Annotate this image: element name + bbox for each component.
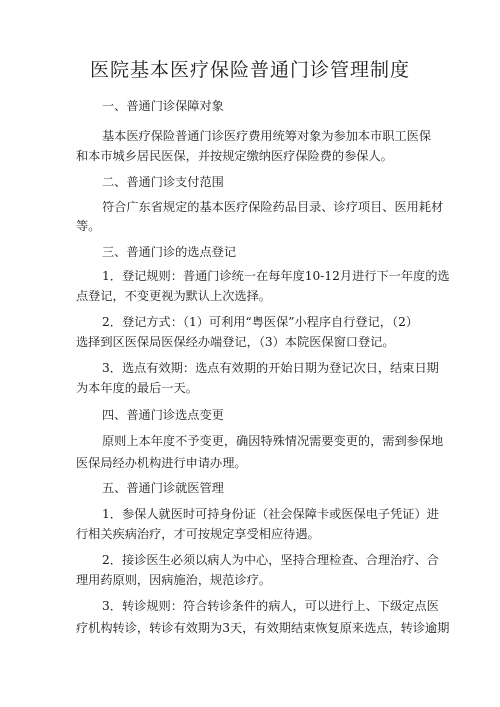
paragraph-line: 2．登记方式：（1）可利用“粤医保”小程序自行登记，（2）	[102, 315, 419, 329]
document-title: 医院基本医疗保险普通门诊管理制度	[89, 59, 410, 81]
paragraph-line: 点登记，不变更视为默认上次选择。	[76, 289, 271, 303]
section-heading-5: 五、普通门诊就医管理	[102, 481, 224, 495]
section-heading-4: 四、普通门诊选点变更	[102, 408, 224, 422]
paragraph-line: 1．登记规则：普通门诊统一在每年度10-12月进行下一年度的选	[102, 269, 450, 283]
paragraph-line: 2．接诊医生必须以病人为中心，坚持合理检查、合理治疗、合	[102, 553, 439, 567]
section-heading-2: 二、普通门诊支付范围	[102, 175, 224, 189]
paragraph-line: 为本年度的最后一天。	[76, 381, 198, 395]
paragraph-line: 选择到区医保局医保经办端登记，（3）本院医保窗口登记。	[76, 335, 395, 349]
paragraph-line: 3．选点有效期：选点有效期的开始日期为登记次日，结束日期	[102, 361, 439, 375]
section-heading-1: 一、普通门诊保障对象	[102, 99, 224, 113]
paragraph-line: 疗机构转诊，转诊有效期为3天，有效期结束恢复原来选点，转诊逾期	[76, 621, 450, 635]
paragraph-line: 和本市城乡居民医保，并按规定缴纳医疗保险费的参保人。	[76, 149, 393, 163]
paragraph-line: 符合广东省规定的基本医疗保险药品目录、诊疗项目、医用耗材	[102, 200, 444, 214]
paragraph-line: 理用药原则，因病施治，规范诊疗。	[76, 573, 271, 587]
paragraph-line: 医保局经办机构进行申请办理。	[76, 456, 247, 470]
paragraph-line: 等。	[76, 219, 101, 233]
section-heading-3: 三、普通门诊的选点登记	[102, 245, 237, 259]
paragraph-line: 原则上本年度不予变更，确因特殊情况需要变更的，需到参保地	[102, 434, 444, 448]
paragraph-line: 行相关疾病治疗，才可按规定享受相应待遇。	[76, 527, 320, 541]
paragraph-line: 1．参保人就医时可持身份证（社会保障卡或医保电子凭证）进	[102, 507, 439, 521]
paragraph-line: 基本医疗保险普通门诊医疗费用统筹对象为参加本市职工医保	[102, 129, 432, 143]
paragraph-line: 3．转诊规则：符合转诊条件的病人，可以进行上、下级定点医	[102, 599, 439, 613]
